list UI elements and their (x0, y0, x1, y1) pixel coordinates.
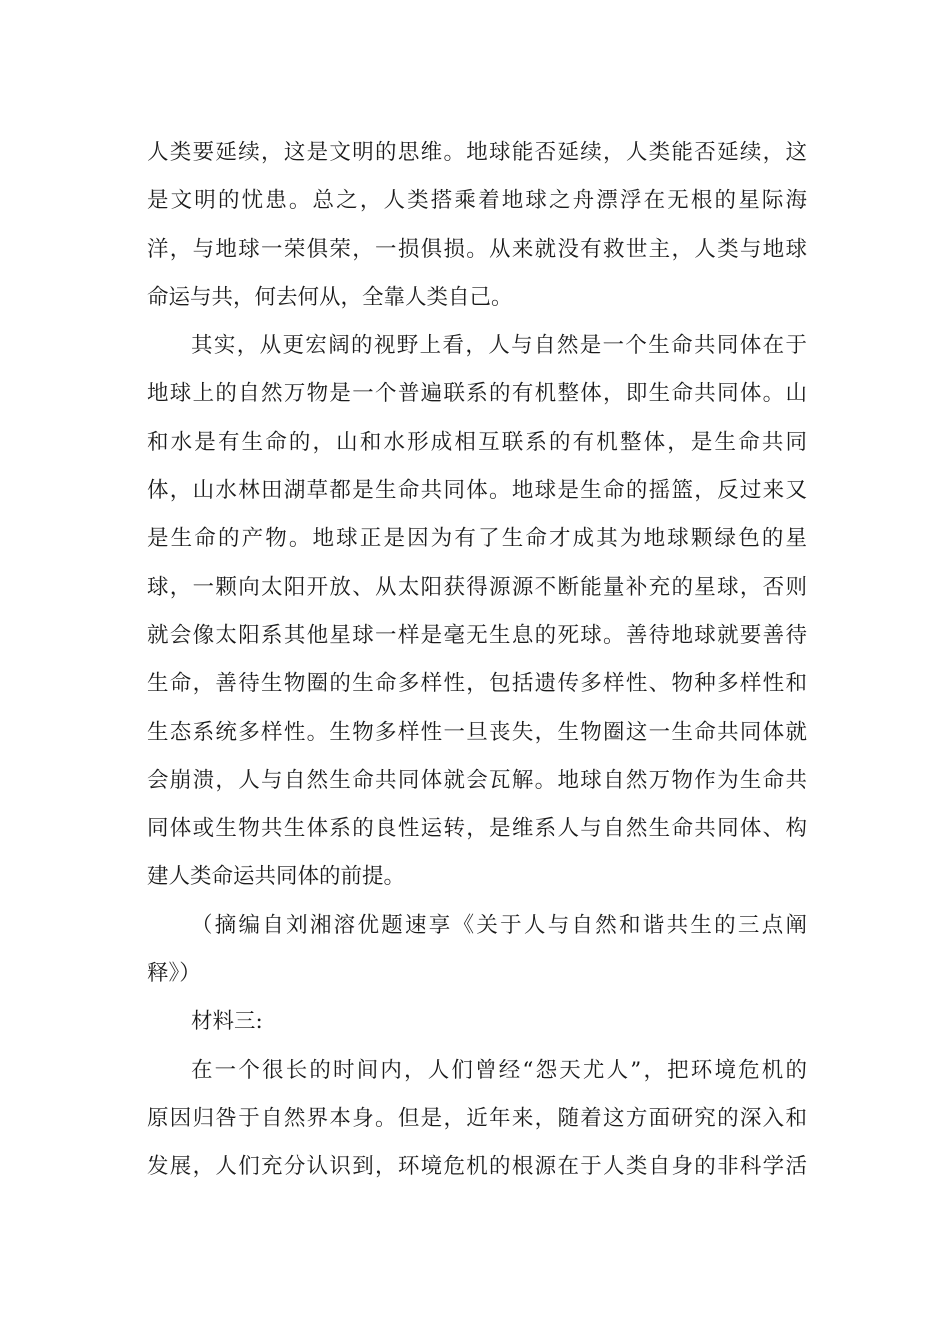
paragraph-life-community (147, 322, 807, 902)
text-line: 同体或生物共生体系的良性运转，是维系人与自然生命共同体、构 (147, 816, 807, 842)
text-line: 体，山水林田湖草都是生命共同体。地球是生命的摇篮，反过来又 (147, 478, 807, 504)
text-line: 和水是有生命的，山和水形成相互联系的有机整体，是生命共同 (147, 429, 807, 455)
text-line: 球，一颗向太阳开放、从太阳获得源源不断能量补充的星球，否则 (147, 574, 807, 600)
text-line: 命运与共，何去何从，全靠人类自己。 (147, 284, 513, 310)
text-line: 建人类命运共同体的前提。 (147, 864, 406, 890)
paragraph-environment-crisis (147, 1047, 807, 1192)
text-line: 是文明的忧患。总之，人类搭乘着地球之舟漂浮在无根的星际海 (147, 188, 807, 214)
section-heading: 材料三: (191, 1009, 263, 1035)
paragraph-civilization (147, 129, 807, 322)
text-line: （摘编自刘湘溶优题速享《关于人与自然和谐共生的三点阐 (191, 912, 807, 938)
document-page (147, 129, 807, 1192)
text-line: 洋，与地球一荣俱荣，一损俱损。从来就没有救世主，人类与地球 (147, 236, 807, 262)
text-line: 发展，人们充分认识到，环境危机的根源在于人类自身的非科学活 (147, 1154, 807, 1180)
text-line: 人类要延续，这是文明的思维。地球能否延续，人类能否延续，这 (147, 140, 807, 165)
text-line: 生命，善待生物圈的生命多样性，包括遗传多样性、物种多样性和 (147, 671, 807, 697)
citation (147, 902, 807, 999)
text-line: 其实，从更宏阔的视野上看，人与自然是一个生命共同体在于 (191, 333, 807, 359)
text-line: 就会像太阳系其他星球一样是毫无生息的死球。善待地球就要善待 (147, 622, 807, 648)
text-line: 在一个很长的时间内，人们曾经“怨天尤人”，把环境危机的 (191, 1057, 807, 1083)
text-line: 生态系统多样性。生物多样性一旦丧失，生物圈这一生命共同体就 (147, 719, 807, 745)
text-line: 是生命的产物。地球正是因为有了生命才成其为地球颗绿色的星 (147, 526, 807, 552)
text-line: 原因归咎于自然界本身。但是，近年来，随着这方面研究的深入和 (147, 1105, 807, 1131)
material-heading (147, 998, 807, 1046)
text-line: 地球上的自然万物是一个普遍联系的有机整体，即生命共同体。山 (147, 381, 807, 407)
text-line: 释》） (147, 961, 201, 987)
text-line: 会崩溃，人与自然生命共同体就会瓦解。地球自然万物作为生命共 (147, 767, 807, 793)
